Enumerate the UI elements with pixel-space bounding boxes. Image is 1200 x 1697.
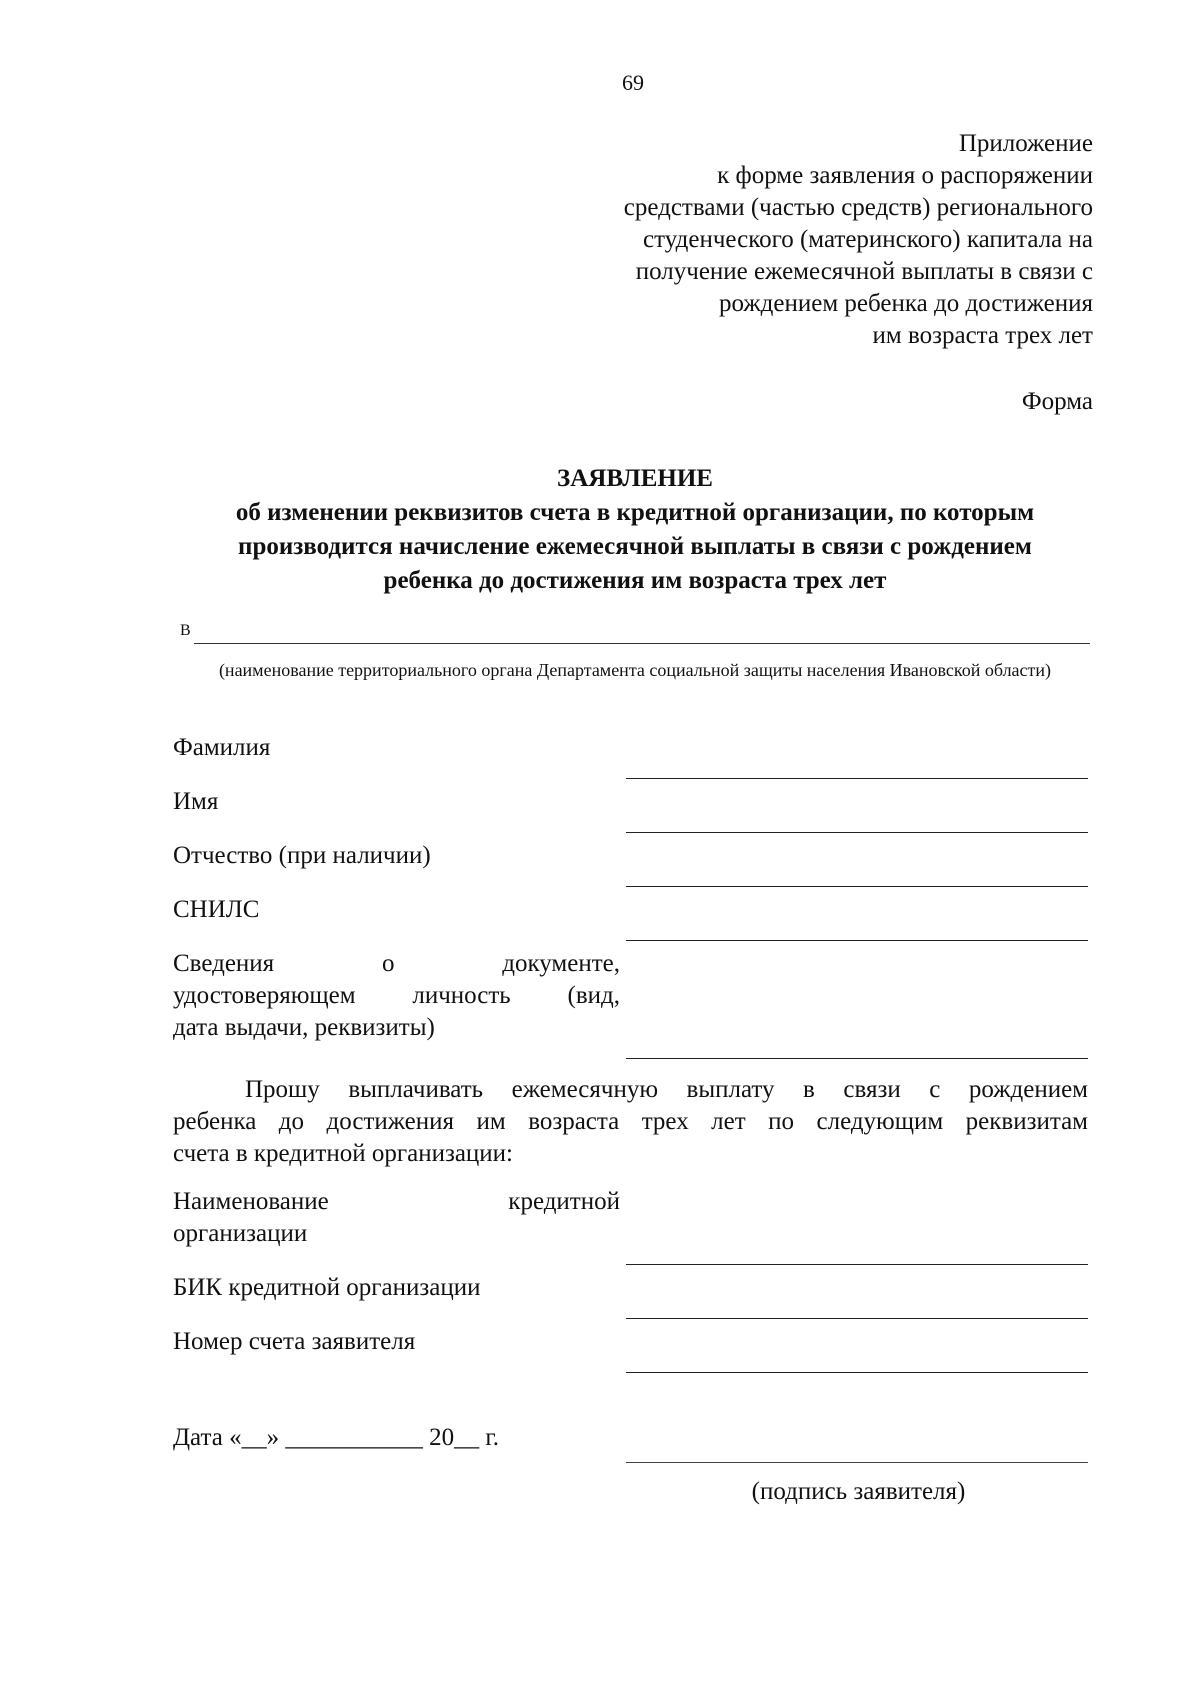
date-field[interactable]: Дата «__» ___________ 20__ г. (173, 1424, 500, 1451)
bik-fill-line[interactable] (626, 1318, 1088, 1319)
patronymic-label: Отчество (при наличии) (173, 842, 431, 869)
patronymic-fill-line[interactable] (626, 886, 1088, 887)
recipient-fill-line[interactable] (194, 643, 1090, 644)
id-document-label-line: Сведения о документе, (173, 950, 620, 977)
request-line: ребенка до достижения им возраста трех лет по следующим реквизитам (173, 1108, 1088, 1135)
appendix-note (473, 128, 1093, 352)
signature-caption: (подпись заявителя) (751, 1478, 966, 1505)
id-document-label-line: удостоверяющем личность (вид, (173, 982, 620, 1009)
appendix-line: Приложение (958, 130, 1093, 157)
snils-label: СНИЛС (173, 896, 260, 923)
id-document-label (173, 948, 620, 1044)
id-document-label-line: дата выдачи, реквизиты) (173, 1014, 435, 1041)
page-number: 69 (622, 70, 644, 95)
request-line: Прошу выплачивать ежемесячную выплату в связи с рождением (245, 1076, 1088, 1103)
request-line: счета в кредитной организации: (173, 1140, 514, 1167)
account-label: Номер счета заявителя (173, 1328, 416, 1355)
appendix-line: рождением ребенка до достижения (719, 290, 1093, 317)
appendix-line: им возраста трех лет (872, 322, 1093, 349)
account-fill-line[interactable] (626, 1372, 1088, 1373)
document-title (160, 462, 1110, 598)
appendix-line: получение ежемесячной выплаты в связи с (635, 258, 1093, 285)
recipient-prefix: В (180, 622, 191, 639)
form-label: Форма (1021, 388, 1093, 415)
bik-label: БИК кредитной организации (173, 1274, 481, 1301)
appendix-line: студенческого (материнского) капитала на (643, 226, 1093, 253)
name-fill-line[interactable] (626, 832, 1088, 833)
appendix-line: к форме заявления о распоряжении (717, 162, 1093, 189)
title-main: ЗАЯВЛЕНИЕ (557, 465, 713, 492)
snils-fill-line[interactable] (626, 940, 1088, 941)
bank-name-fill-line[interactable] (626, 1264, 1088, 1265)
title-line: ребенка до достижения им возраста трех лет (383, 567, 887, 594)
title-line: об изменении реквизитов счета в кредитной организации, по которым (235, 499, 1035, 526)
recipient-caption: (наименование территориального органа Департамента социальной защиты населения Ивановской области) (218, 660, 1052, 680)
name-label: Имя (173, 788, 219, 815)
bank-name-label-line: Наименование кредитной (173, 1188, 620, 1215)
recipient-field[interactable] (180, 622, 1090, 644)
appendix-line: средствами (частью средств) регионального (623, 194, 1093, 221)
signature-fill-line[interactable] (626, 1462, 1088, 1463)
surname-fill-line[interactable] (626, 778, 1088, 779)
surname-label: Фамилия (173, 734, 271, 761)
id-document-fill-line[interactable] (626, 1058, 1088, 1059)
title-line: производится начисление ежемесячной выплаты в связи с рождением (238, 533, 1032, 560)
request-paragraph (173, 1074, 1088, 1170)
bank-name-label-line: организации (173, 1220, 308, 1247)
bank-name-label (173, 1186, 620, 1250)
